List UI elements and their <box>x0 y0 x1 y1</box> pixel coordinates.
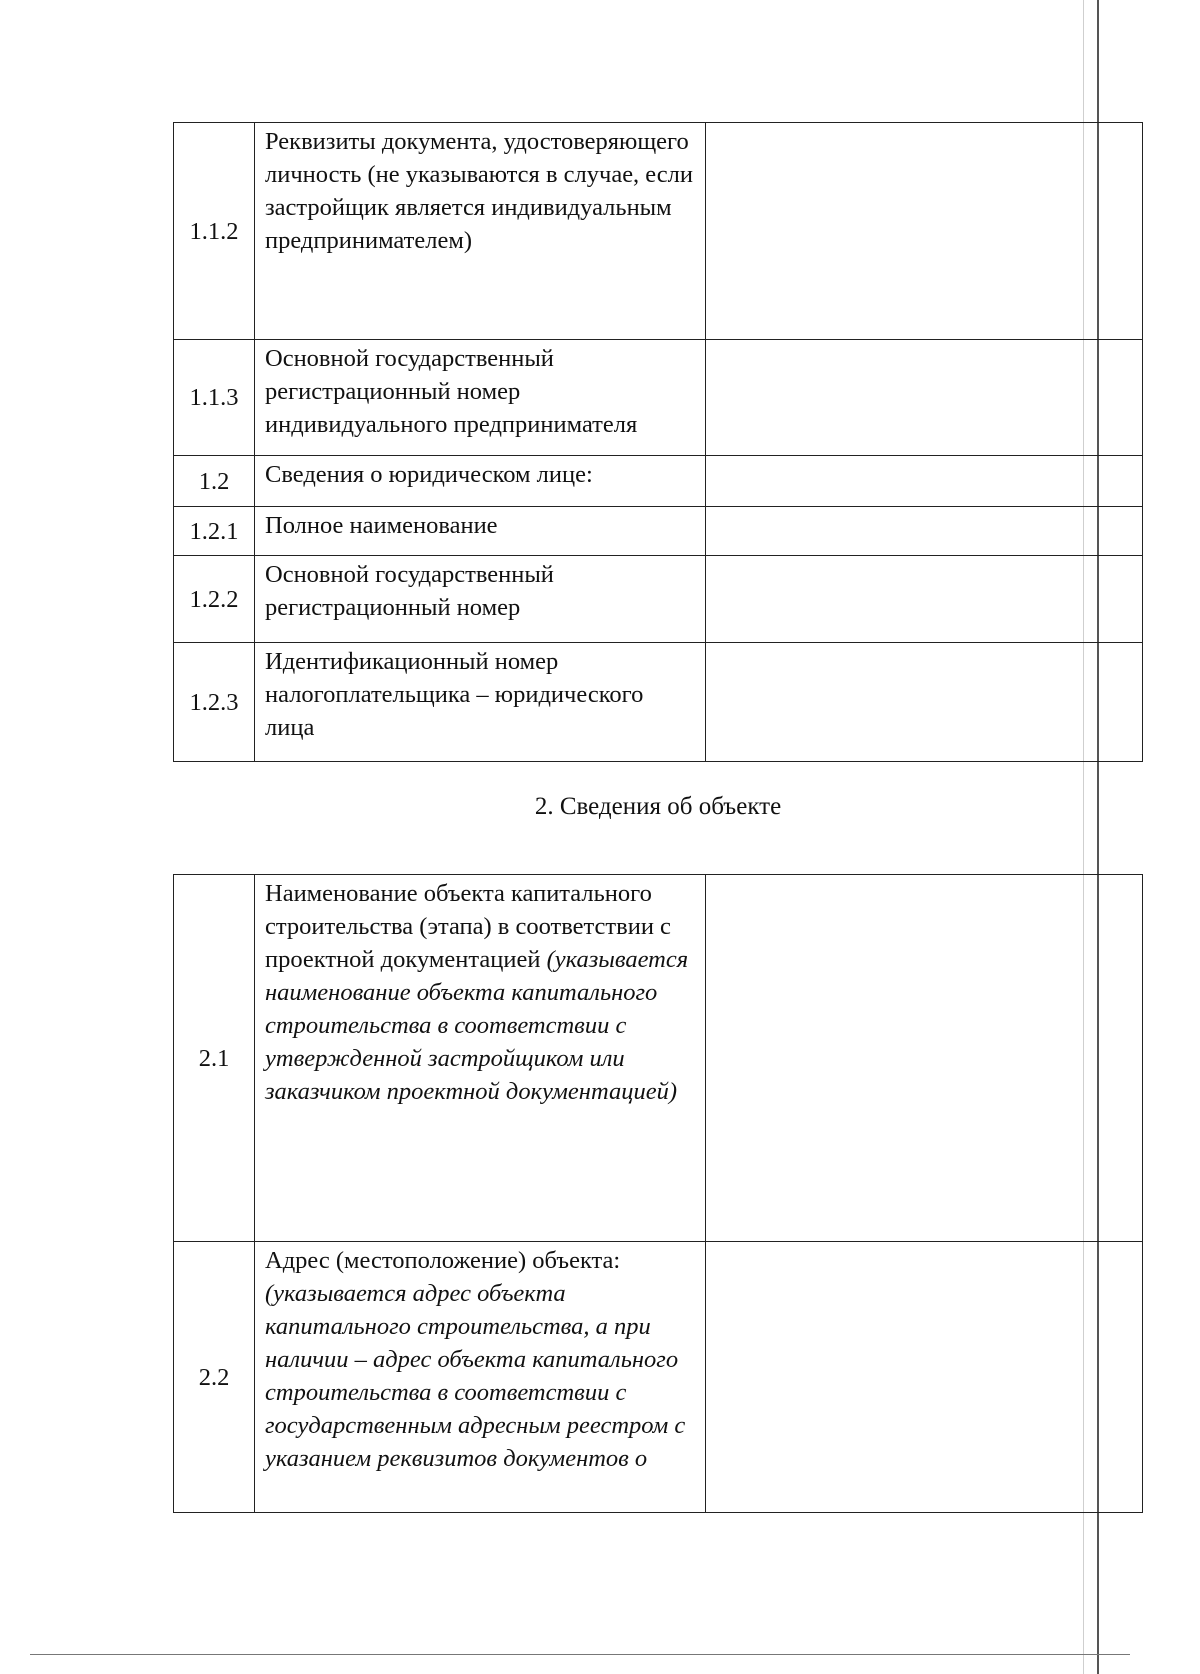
row-value-field[interactable] <box>706 643 1143 762</box>
row-number: 1.2 <box>174 456 255 507</box>
applicant-info-table <box>173 122 1143 762</box>
row-number: 1.2.2 <box>174 556 255 643</box>
table-row <box>174 556 1143 643</box>
row-main-text: Адрес (местоположение) объекта: <box>265 1247 621 1274</box>
table-row <box>174 1242 1143 1513</box>
row-number: 1.2.1 <box>174 507 255 556</box>
section-title: 2. Сведения об объекте <box>534 793 782 820</box>
table-row <box>174 456 1143 507</box>
row-value-field[interactable] <box>706 456 1143 507</box>
row-value-field[interactable] <box>706 556 1143 643</box>
row-number: 1.1.2 <box>174 123 255 340</box>
row-number: 1.1.3 <box>174 340 255 456</box>
object-info-table <box>173 874 1143 1513</box>
row-description <box>255 1242 706 1513</box>
table-row <box>174 340 1143 456</box>
row-number: 2.2 <box>174 1242 255 1513</box>
row-value-field[interactable] <box>706 340 1143 456</box>
row-note: (указывается адрес объекта капитального строительства, а при наличии – адрес объекта капитального строительства в соответствии с государственным адресным реестром с указанием реквизитов документов о <box>265 1280 686 1472</box>
table-row <box>174 123 1143 340</box>
scan-bottom-line <box>30 1654 1130 1655</box>
row-value-field[interactable] <box>706 1242 1143 1513</box>
row-description <box>255 875 706 1242</box>
table-row <box>174 875 1143 1242</box>
row-number: 2.1 <box>174 875 255 1242</box>
table-row <box>174 507 1143 556</box>
row-description: Реквизиты документа, удостоверяющего личность (не указываются в случае, если застройщик является индивидуальным предпринимателем) <box>255 123 706 340</box>
row-value-field[interactable] <box>706 875 1143 1242</box>
row-description: Полное наименование <box>255 507 706 556</box>
row-value-field[interactable] <box>706 507 1143 556</box>
row-description: Основной государственный регистрационный номер <box>255 556 706 643</box>
row-description: Идентификационный номер налогоплательщика – юридического лица <box>255 643 706 762</box>
row-description: Сведения о юридическом лице: <box>255 456 706 507</box>
row-main-text: Наименование объекта капитального строительства (этапа) в соответствии с проектной документацией <box>265 880 671 973</box>
table-row <box>174 643 1143 762</box>
row-note: (указывается наименование объекта капитального строительства в соответствии с утвержденной застройщиком или заказчиком проектной документацией) <box>265 946 689 1105</box>
row-number: 1.2.3 <box>174 643 255 762</box>
row-value-field[interactable] <box>706 123 1143 340</box>
row-description: Основной государственный регистрационный номер индивидуального предпринимателя <box>255 340 706 456</box>
